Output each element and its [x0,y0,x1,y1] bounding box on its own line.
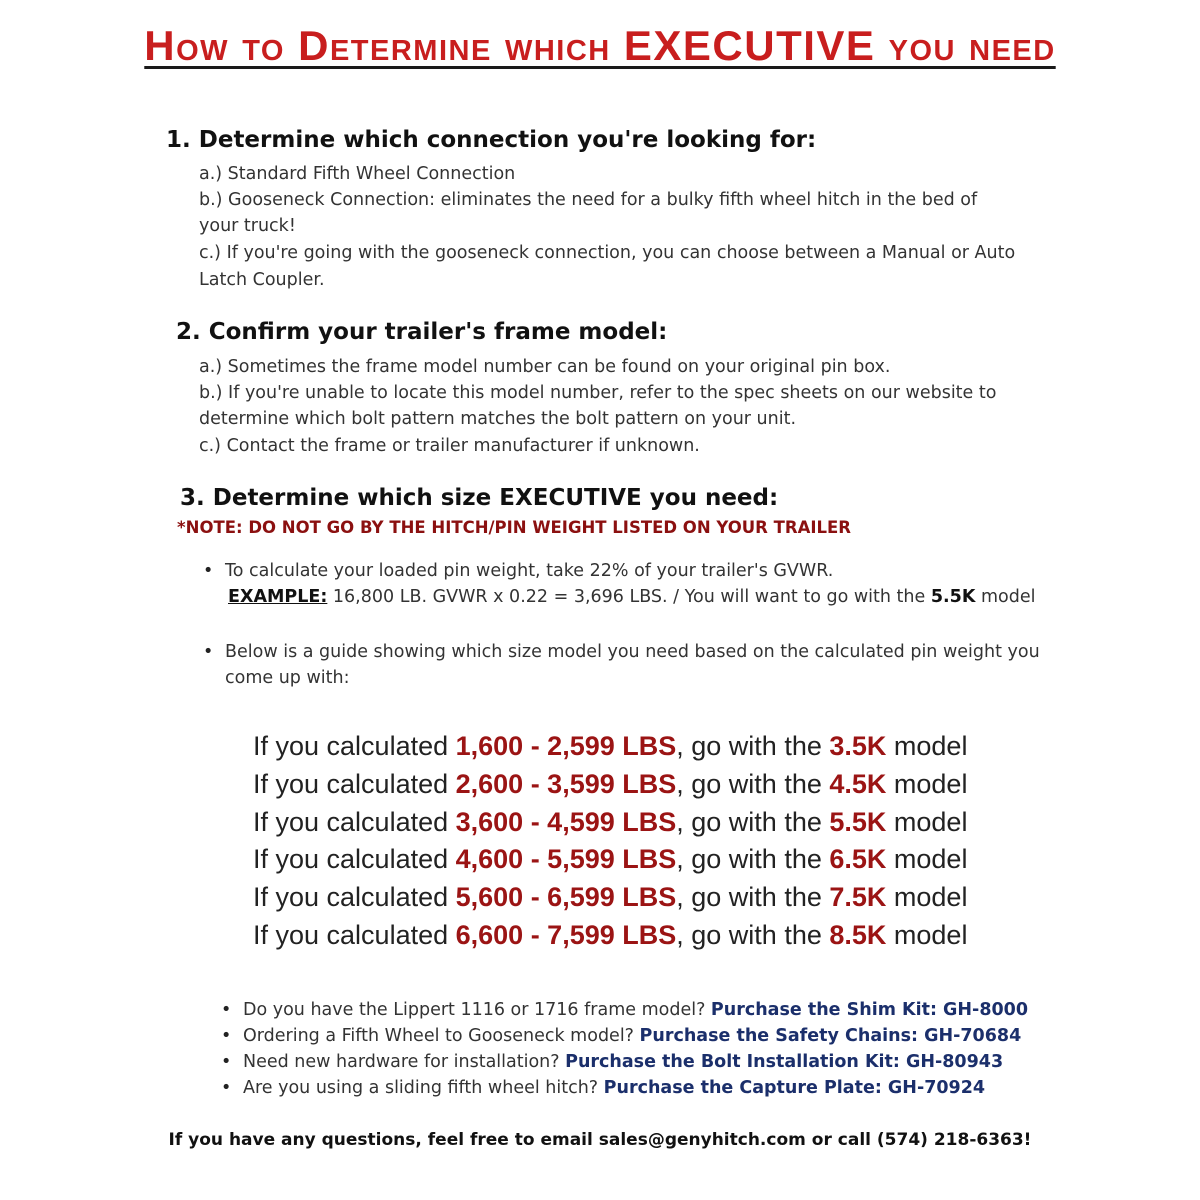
guide-row-middle: , go with the [676,731,830,761]
example-line [228,584,1035,611]
section-1-item-c-line1: c.) If you're going with the gooseneck connection, you can choose between a Manual or Auto [199,243,1016,263]
page-title: How to Determine which EXECUTIVE you need [144,22,1056,69]
purchase-link[interactable]: Purchase the Safety Chains: GH-70684 [639,1026,1022,1046]
weight-range: 3,600 - 4,599 LBS [455,807,677,837]
purchase-link[interactable]: Purchase the Bolt Installation Kit: GH-80943 [565,1052,1004,1072]
guide-row-middle: , go with the [676,920,830,950]
guide-row-prefix: If you calculated [253,731,456,761]
model-size: 7.5K [829,882,887,912]
guide-row-suffix: model [886,769,968,799]
guide-row [253,769,967,800]
section-1-item-b-line2: your truck! [199,216,296,236]
guide-row-middle: , go with the [676,882,830,912]
pin-weight-bullet: • To calculate your loaded pin weight, take 22% of your trailer's GVWR. [225,558,833,585]
guide-row-prefix: If you calculated [253,807,456,837]
accessory-question: Are you using a sliding fifth wheel hitch? [243,1078,604,1098]
guide-row [253,807,967,838]
accessory-question: Do you have the Lippert 1116 or 1716 frame model? [243,1000,711,1020]
accessory-item [243,1049,1003,1076]
section-2-heading: 2. Confirm your trailer's frame model: [176,319,668,345]
accessory-item [243,997,1028,1024]
guide-row [253,882,967,913]
guide-row-prefix: If you calculated [253,769,456,799]
guide-row-suffix: model [886,807,968,837]
section-2-item-b-line2: determine which bolt pattern matches the bolt pattern on your unit. [199,409,797,429]
model-size: 6.5K [829,844,887,874]
example-end: model [975,587,1036,607]
example-label: EXAMPLE: [228,587,328,607]
weight-range: 1,600 - 2,599 LBS [455,731,677,761]
guide-row [253,844,967,875]
accessory-question: Need new hardware for installation? [243,1052,566,1072]
guide-row-prefix: If you calculated [253,844,456,874]
section-3-heading: 3. Determine which size EXECUTIVE you need: [180,485,779,511]
section-1-item-a: a.) Standard Fifth Wheel Connection [199,164,516,184]
guide-intro-bullet: • Below is a guide showing which size model you need based on the calculated pin weight you [225,639,1040,666]
guide-row [253,731,967,762]
model-size: 8.5K [829,920,887,950]
weight-range: 2,600 - 3,599 LBS [455,769,677,799]
guide-row-suffix: model [886,920,968,950]
section-1-heading: 1. Determine which connection you're looking for: [166,127,817,153]
guide-row-suffix: model [886,882,968,912]
weight-note: *NOTE: DO NOT GO BY THE HITCH/PIN WEIGHT LISTED ON YOUR TRAILER [177,518,851,537]
guide-row [253,920,967,951]
section-1-item-c-line2: Latch Coupler. [199,270,325,290]
guide-row-suffix: model [886,844,968,874]
example-model: 5.5K [930,587,976,607]
guide-row-middle: , go with the [676,844,830,874]
weight-range: 4,600 - 5,599 LBS [455,844,677,874]
section-2-item-a: a.) Sometimes the frame model number can be found on your original pin box. [199,357,891,377]
section-1-item-b-line1: b.) Gooseneck Connection: eliminates the need for a bulky fifth wheel hitch in the bed of [199,190,978,210]
purchase-link[interactable]: Purchase the Shim Kit: GH-8000 [710,1000,1029,1020]
weight-range: 5,600 - 6,599 LBS [455,882,677,912]
accessory-item [243,1075,985,1102]
section-2-item-c: c.) Contact the frame or trailer manufacturer if unknown. [199,436,700,456]
model-size: 3.5K [829,731,887,761]
accessory-question: Ordering a Fifth Wheel to Gooseneck model? [243,1026,640,1046]
guide-row-prefix: If you calculated [253,882,456,912]
weight-range: 6,600 - 7,599 LBS [455,920,677,950]
section-2-item-b-line1: b.) If you're unable to locate this model number, refer to the spec sheets on our website to [199,383,997,403]
guide-row-suffix: model [886,731,968,761]
guide-row-middle: , go with the [676,769,830,799]
example-text: 16,800 LB. GVWR x 0.22 = 3,696 LBS. / You will want to go with the [327,587,931,607]
accessory-item [243,1023,1021,1050]
guide-row-prefix: If you calculated [253,920,456,950]
model-size: 5.5K [829,807,887,837]
contact-footer: If you have any questions, feel free to email sales@genyhitch.com or call (574) 218-6363! [168,1130,1032,1150]
purchase-link[interactable]: Purchase the Capture Plate: GH-70924 [603,1078,986,1098]
model-size: 4.5K [829,769,887,799]
guide-row-middle: , go with the [676,807,830,837]
guide-intro-line2: come up with: [225,668,350,688]
